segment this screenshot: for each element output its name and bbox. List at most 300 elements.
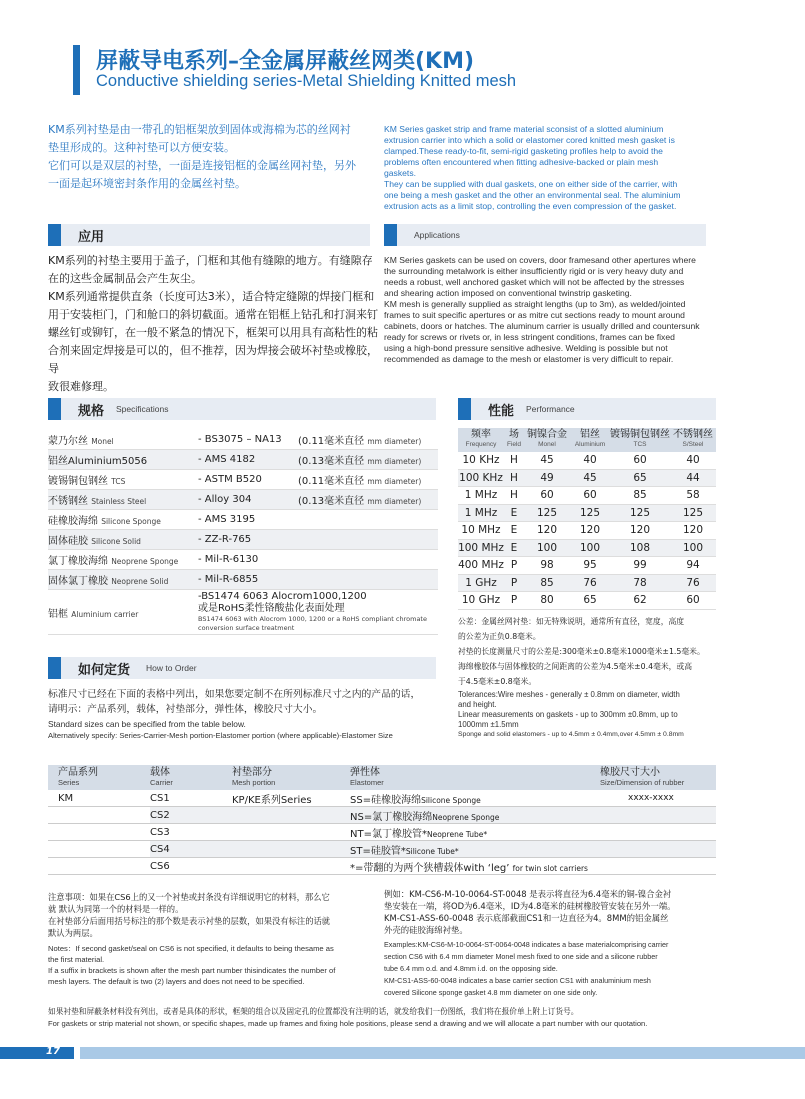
cell: 40 [570, 452, 610, 469]
table-row [458, 469, 716, 487]
col-header-en: Carrier [150, 778, 173, 787]
spec-standard: - BS3075 – NA13 [198, 430, 298, 450]
spec-standard: - Mil-R-6855 [198, 570, 298, 590]
spec-name-en: Stainless Steel [91, 497, 147, 506]
page-title: 屏蔽导电系列–全金属屏蔽丝网类(KM) [96, 49, 475, 74]
col-header [350, 765, 600, 790]
cell-mesh: KP/KE系列Series [232, 790, 350, 807]
col-header [232, 765, 350, 790]
text-line: 在的这些金属制品会产生灰尘。 [48, 272, 202, 285]
elastomer-cn: NT=氯丁橡胶管* [350, 828, 427, 840]
cell-series [48, 807, 150, 824]
cell-size [600, 824, 716, 841]
spec-name-en: Aluminium carrier [71, 609, 139, 619]
spec-diameter-en: mm diameter) [367, 497, 422, 506]
cell: 99 [610, 557, 670, 575]
cell: 100 KHz [458, 469, 504, 487]
text-line: 例如：KM-CS6-M-10-0064-ST-0048 是表示将直径为6.4毫米的铜-镍合金衬 [384, 889, 672, 899]
text-line: tube 6.4 mm o.d. and 4.8mm i.d. on the opposing side. [384, 964, 558, 973]
col-header-cn: 载体 [150, 767, 170, 778]
table-row [48, 858, 716, 875]
spec-diameter-en: mm diameter) [367, 457, 422, 466]
cell-series [48, 824, 150, 841]
cell: 65 [610, 469, 670, 487]
text-line: extrusion carrier into which a solid or elastomer cored knitted mesh gasket is [384, 135, 675, 145]
text-line: mesh layers. The default is two (2) layers and does not need to be specified. [48, 977, 305, 986]
notes-en [48, 943, 378, 987]
cell: 44 [670, 469, 716, 487]
cell: P [504, 557, 524, 575]
text-line: 就 默认为同第一个的材料是一样的。 [48, 904, 184, 914]
text-line: If a suffix in brackets is shown after the mesh part number thisindicates the number of [48, 966, 336, 975]
footer-bar [80, 1047, 805, 1059]
cell: 108 [610, 539, 670, 557]
spec-name [48, 470, 198, 490]
text-line: -BS1474 6063 Alocrom1000,1200 [198, 591, 367, 602]
notes-cn [48, 891, 376, 939]
table-row [48, 807, 716, 824]
cell: H [504, 469, 524, 487]
text-line: extrusion acts as a limit stop, controlling the even compression of the gasket. [384, 201, 677, 211]
table-row [48, 841, 716, 858]
cell-series [48, 858, 150, 875]
spec-diameter-cn: (0.11毫米直径 [298, 436, 365, 447]
cell-size [600, 841, 716, 858]
spec-diameter-en: mm diameter) [367, 437, 422, 446]
text-line: 垫里形成的。这种衬垫可以方便安装。 [48, 141, 235, 154]
table-row [48, 790, 716, 807]
cell-elastomer [350, 807, 600, 824]
elastomer-en: Neoprene Sponge [432, 812, 500, 822]
col-header-en: Size/Dimension of rubber [600, 778, 685, 787]
examples-en [384, 939, 719, 999]
text-line: Linear measurements on gaskets - up to 300mm ±0.8mm, up to [458, 710, 678, 719]
col-header [458, 428, 504, 452]
cell: 1 MHz [458, 487, 504, 505]
cell-carrier: CS1 [150, 790, 232, 807]
cell: H [504, 452, 524, 469]
cell-elastomer [350, 790, 600, 807]
elastomer-cn: *=带翻的为两个狭槽载体with ‘leg’ [350, 862, 510, 874]
col-header [504, 428, 524, 452]
col-header [610, 428, 670, 452]
spec-name [48, 530, 198, 550]
col-header-cn: 场 [509, 429, 519, 440]
table-row [48, 450, 438, 470]
table-row [48, 510, 438, 530]
cell: 45 [524, 452, 570, 469]
spec-diameter [298, 550, 438, 570]
cell: 120 [524, 522, 570, 540]
cell: 100 [524, 539, 570, 557]
text-line: 或是RoHS柔性铬酸盐化表面处理 [198, 603, 345, 614]
text-line: 用于安装柜门，门和舱口的斜切截面。通常在铝框上钻孔和打洞来钉 [48, 308, 378, 321]
cell: 95 [570, 557, 610, 575]
text-line: 注意事项：如果在CS6上的又一个衬垫或封条没有详细说明它的材料，那么它 [48, 892, 330, 902]
col-header [670, 428, 716, 452]
text-line: KM系列衬垫是由一带孔的铝框架放到固体或海棉为芯的丝网衬 [48, 123, 351, 136]
spec-name [48, 430, 198, 450]
section-title-en: How to Order [146, 663, 197, 673]
spec-name-cn: 蒙乃尔丝 [48, 436, 88, 447]
spec-diameter [298, 510, 438, 530]
section-header-applications [48, 224, 370, 246]
specs-table [48, 430, 438, 635]
spec-name-en: Silicone Sponge [101, 517, 161, 526]
col-header-en: Field [506, 441, 522, 448]
section-header-howto [48, 657, 436, 679]
order-table [48, 765, 716, 875]
text-line: gaskets. [384, 168, 417, 178]
spec-name-cn: 固体氯丁橡胶 [48, 576, 108, 587]
text-line: 在衬垫部分后面用括号标注的那个数是表示衬垫的层数，如果没有标注的话就 [48, 916, 331, 926]
text-line: KM Series gaskets can be used on covers, door framesand other apertures where [384, 255, 696, 265]
text-line: KM-CS1-ASS-60-0048 indicates a base carrier section CS1 with analuminium mesh [384, 976, 651, 985]
table-row [458, 574, 716, 592]
table-row [48, 530, 438, 550]
cell-carrier: CS3 [150, 824, 232, 841]
text-line: 合剂来固定焊接是可以的，但不推荐，因为焊接会破坏衬垫或橡胶，导 [48, 344, 378, 375]
text-line: one being a mesh gasket and the other an environmental seal. The aluminium [384, 190, 681, 200]
col-header-en: Monel [538, 441, 556, 448]
spec-standard: - Alloy 304 [198, 490, 298, 510]
section-title: 规格 [78, 404, 105, 419]
table-row [48, 430, 438, 450]
cell: 400 MHz [458, 557, 504, 575]
col-header-cn: 铝丝 [580, 429, 600, 440]
text-line: and shearing action imposed on conventional twinstrip gasketing. [384, 288, 632, 298]
text-line: Sponge and solid elastomers - up to 4.5mm ± 0.4mm,over 4.5mm ± 0.8mm [458, 731, 684, 738]
table-row [48, 570, 438, 590]
elastomer-cn: ST=硅胶管* [350, 845, 406, 857]
spec-diameter-en: mm diameter) [367, 477, 422, 486]
text-line: 1000mm ±1.5mm [458, 720, 519, 729]
cell: 125 [670, 504, 716, 522]
spec-name-en: Neoprene Solid [111, 577, 169, 586]
section-title-en: Performance [526, 404, 575, 414]
cell: 10 KHz [458, 452, 504, 469]
spec-diameter [298, 450, 438, 470]
spec-name-en: Silicone Solid [91, 537, 141, 546]
section-title: 应用 [78, 230, 105, 245]
cell: 60 [670, 592, 716, 610]
text-line: conversion surface treatment [198, 624, 295, 632]
section-marker [458, 398, 471, 420]
col-header-en: Mesh portion [232, 778, 276, 787]
text-line: They can be supplied with dual gaskets, one on either side of the carrier, with [384, 179, 678, 189]
col-header [570, 428, 610, 452]
spec-name-cn: 铝框 [48, 608, 68, 620]
table-row [48, 550, 438, 570]
elastomer-cn: NS=氯丁橡胶海绵 [350, 811, 433, 823]
spec-diameter [298, 430, 438, 450]
bottom-note-cn: 如果衬垫和屏蔽条材料没有列出，或者是具体的形状，框架的组合以及固定孔的位置都没有注明的话，就发给我们一份图纸，我们将在报价单上附上订货号。 [48, 1007, 579, 1016]
col-header-cn: 橡胶尺寸大小 [600, 767, 660, 778]
text-line: 默认为两层。 [48, 928, 98, 938]
text-line: ready for screws or rivets or, in less stringent conditions, frames can be fixed [384, 332, 675, 342]
cell: 94 [670, 557, 716, 575]
section-title: 性能 [488, 404, 515, 419]
elastomer-en: for twin slot carriers [512, 863, 588, 873]
spec-name-en: Neoprene Sponge [111, 557, 179, 566]
text-line: KM系列通常提供直条（长度可达3米），适合特定缝隙的焊接门框和 [48, 290, 375, 303]
table-row [458, 539, 716, 557]
cell: 58 [670, 487, 716, 505]
cell: P [504, 592, 524, 610]
cell-size [600, 858, 716, 875]
cell-elastomer [350, 841, 600, 858]
text-line: KM系列的衬垫主要用于盖子，门框和其他有缝隙的地方。有缝隙存 [48, 254, 373, 267]
cell: 1 GHz [458, 574, 504, 592]
spec-standard: - Mil-R-6130 [198, 550, 298, 570]
cell: 45 [570, 469, 610, 487]
col-header [150, 765, 232, 790]
text-line: needs a robust, well anchored gasket which will not be affected by the stresses [384, 277, 685, 287]
text-line: 它们可以是双层的衬垫，一面是连接铝框的金属丝网衬垫，另外 [48, 159, 356, 172]
cell: E [504, 539, 524, 557]
text-line: BS1474 6063 with Alocrom 1000, 1200 or a RoHS compliant chromate [198, 615, 427, 623]
cell-carrier: CS2 [150, 807, 232, 824]
section-header-specs [48, 398, 436, 420]
page-subtitle: Conductive shielding series-Metal Shielding Knitted mesh [96, 72, 517, 90]
page-number: 17 [46, 1046, 60, 1057]
cell: 120 [610, 522, 670, 540]
cell: 125 [610, 504, 670, 522]
col-header-cn: 弹性体 [350, 767, 380, 778]
col-header [600, 765, 716, 790]
cell: 65 [570, 592, 610, 610]
col-header-en: Aluminium [574, 441, 606, 448]
spec-frame-detail [198, 590, 438, 635]
applications-cn [48, 252, 378, 396]
text-line: 外壳的硅胶海绵衬垫。 [384, 925, 468, 935]
table-header-row [48, 765, 716, 790]
cell: 10 GHz [458, 592, 504, 610]
cell: 125 [570, 504, 610, 522]
cell: 120 [570, 522, 610, 540]
section-title-en: Applications [414, 230, 460, 240]
text-line: 的公差为正负0.8毫米。 [458, 632, 541, 641]
spec-name-en: TCS [111, 477, 126, 486]
col-header-cn: 产品系列 [58, 767, 98, 778]
cell-elastomer [350, 858, 600, 875]
col-header-en: Frequency [465, 441, 497, 448]
cell: 80 [524, 592, 570, 610]
section-title: 如何定货 [78, 663, 131, 678]
col-header-cn: 频率 [471, 429, 491, 440]
cell: 62 [610, 592, 670, 610]
elastomer-en: Neoprene Tube* [426, 829, 488, 839]
table-row [458, 522, 716, 540]
spec-diameter-cn: (0.13毫米直径 [298, 456, 365, 467]
cell: 78 [610, 574, 670, 592]
spec-diameter-cn: (0.11毫米直径 [298, 476, 365, 487]
text-line: KM mesh is generally supplied as straight lengths (up to 3m), as welded/jointed [384, 299, 686, 309]
text-line: cabinets, doors or hatches. The aluminum carrier is usually drilled and countersunk [384, 321, 700, 331]
cell: 76 [670, 574, 716, 592]
text-line: 垫安装在一端，将OD为6.4毫米，ID为4.8毫米的硅树橡胶管安装在另外一端。 [384, 901, 676, 911]
section-marker [48, 657, 61, 679]
cell-carrier: CS6 [150, 858, 232, 875]
spec-name [48, 490, 198, 510]
section-header-performance [458, 398, 716, 420]
spec-diameter [298, 570, 438, 590]
cell-mesh [232, 858, 350, 875]
col-header-en: TCS [633, 441, 647, 448]
cell: 100 MHz [458, 539, 504, 557]
howto-en [48, 719, 448, 741]
table-row [48, 590, 438, 635]
cell: H [504, 487, 524, 505]
section-header-applications-en [384, 224, 706, 246]
table-row [48, 470, 438, 490]
spec-standard: - ASTM B520 [198, 470, 298, 490]
spec-name [48, 450, 198, 470]
cell: 85 [610, 487, 670, 505]
col-header-en: S/Steel [682, 441, 704, 448]
text-line: section CS6 with 6.4 mm diameter Monel mesh fixed to one side and a silicone rubber [384, 952, 658, 961]
text-line: 公差：金属丝网衬垫：如无特殊说明，通常所有直径，宽度，高度 [458, 617, 685, 626]
page-number-box [0, 1047, 74, 1059]
howto-cn [48, 687, 448, 717]
spec-standard: - AMS 3195 [198, 510, 298, 530]
cell: 100 [670, 539, 716, 557]
spec-name-cn: 铝丝 [48, 456, 68, 467]
spec-diameter [298, 530, 438, 550]
spec-diameter-cn: (0.13毫米直径 [298, 496, 365, 507]
text-line: Examples:KM-CS6-M-10-0064-ST-0064-0048 indicates a base materialcomprising carrier [384, 940, 669, 949]
text-line: Alternatively specify: Series-Carrier-Mesh portion-Elastomer portion (where applicable)-Elastomer Size [48, 731, 393, 740]
section-marker [384, 224, 397, 246]
cell-elastomer [350, 824, 600, 841]
text-line: recommended as damage to the mesh or elastomer is very difficult to repair. [384, 354, 674, 364]
spec-name-cn: 氯丁橡胶海绵 [48, 556, 108, 567]
text-line: the surrounding metalwork is either insufficiently rigid or is very heavy duty and [384, 266, 684, 276]
text-line: using a high-bond pressure sensitive adhesive. Welding is possible but not [384, 343, 668, 353]
col-header-cn: 不锈钢丝 [673, 429, 713, 440]
col-header [48, 765, 150, 790]
cell: 98 [524, 557, 570, 575]
cell-series: KM [48, 790, 150, 807]
text-line: covered Silicone sponge gasket 4.8 mm diameter on one side only. [384, 988, 598, 997]
cell: 76 [570, 574, 610, 592]
spec-name-cn: 硅橡胶海绵 [48, 516, 98, 527]
cell-size [600, 807, 716, 824]
cell-series [48, 841, 150, 858]
applications-en [384, 255, 714, 365]
spec-name-cn: 不锈钢丝 [48, 496, 88, 507]
elastomer-cn: SS=硅橡胶海绵 [350, 794, 422, 806]
text-line: 海绵橡胶体与固体橡胶的之间距离的公差为4.5毫米±0.4毫米，或高 [458, 662, 693, 671]
table-row [458, 452, 716, 469]
spec-diameter [298, 470, 438, 490]
text-line: 螺丝钉或铆钉，在一般不紧急的情况下，框架可以用具有高粘性的粘 [48, 326, 378, 339]
text-line: frames to suit specific apertures or as mitre cut sections ready to mount around [384, 310, 685, 320]
table-row [458, 557, 716, 575]
cell: 120 [670, 522, 716, 540]
cell: 85 [524, 574, 570, 592]
text-line: 于4.5毫米±0.8毫米。 [458, 677, 537, 686]
col-header-cn: 铜镍合金 [527, 429, 567, 440]
section-title-en: Specifications [116, 404, 169, 414]
table-header-row [458, 428, 716, 452]
cell: 60 [610, 452, 670, 469]
bottom-note-en: For gaskets or strip material not shown, or specific shapes, made up frames and fixing hole positions, please send a drawing and we will allocate a part number with our quotation. [48, 1019, 648, 1028]
spec-name [48, 570, 198, 590]
title-accent-bar [73, 45, 80, 95]
text-line: and height. [458, 700, 497, 709]
text-line: Notes：If second gasket/seal on CS6 is not specified, it defaults to being thesame as [48, 944, 334, 953]
text-line: KM-CS1-ASS-60-0048 表示底部截面CS1和一边直径为4。8MM的铝金属丝 [384, 913, 669, 923]
text-line: 衬垫的长度测量尺寸的公差是:300毫米±0.8毫米1000毫米±1.5毫米。 [458, 647, 705, 656]
cell: E [504, 504, 524, 522]
performance-table [458, 428, 716, 610]
cell-mesh [232, 807, 350, 824]
cell: 49 [524, 469, 570, 487]
spec-name-cn: 镀锡铜包钢丝 [48, 476, 108, 487]
spec-name-en: Aluminium5056 [68, 456, 148, 467]
spec-standard: - ZZ-R-765 [198, 530, 298, 550]
text-line: problems often encountered when fitting adhesive-backed or plain mesh [384, 157, 659, 167]
text-line: clamped.These ready-to-fit, semi-rigid gasketing profiles help to avoid the [384, 146, 663, 156]
table-row [458, 504, 716, 522]
cell: P [504, 574, 524, 592]
cell: 60 [570, 487, 610, 505]
table-row [48, 824, 716, 841]
table-row [458, 592, 716, 610]
table-row [48, 490, 438, 510]
text-line: 致很难修理。 [48, 380, 114, 393]
col-header-cn: 衬垫部分 [232, 767, 272, 778]
tolerances-en [458, 690, 723, 740]
spec-name-cn: 固体硅胶 [48, 536, 88, 547]
text-line: KM Series gasket strip and frame material sconsist of a slotted aluminium [384, 124, 664, 134]
section-marker [48, 398, 61, 420]
cell: 10 MHz [458, 522, 504, 540]
cell-size: xxxx-xxxx [600, 790, 716, 807]
elastomer-en: Silicone Tube* [405, 846, 459, 856]
col-header-cn: 镀锡铜包钢丝 [610, 429, 670, 440]
col-header-en: Series [58, 778, 80, 787]
intro-en [384, 124, 714, 212]
spec-standard: - AMS 4182 [198, 450, 298, 470]
spec-name [48, 510, 198, 530]
cell: 60 [524, 487, 570, 505]
spec-diameter [298, 490, 438, 510]
section-marker [48, 224, 61, 246]
examples-cn [384, 888, 719, 936]
spec-name-en: Monel [91, 437, 114, 446]
spec-name [48, 550, 198, 570]
col-header-en: Elastomer [350, 778, 384, 787]
cell: 40 [670, 452, 716, 469]
cell-mesh [232, 824, 350, 841]
tolerances-cn [458, 614, 718, 689]
text-line: Standard sizes can be specified from the table below. [48, 719, 246, 729]
cell: E [504, 522, 524, 540]
cell: 100 [570, 539, 610, 557]
text-line: Tolerances:Wire meshes - generally ± 0.8mm on diameter, width [458, 690, 680, 699]
cell: 125 [524, 504, 570, 522]
text-line: 一面是起环境密封条作用的金属丝衬垫。 [48, 177, 246, 190]
col-header [524, 428, 570, 452]
elastomer-en: Silicone Sponge [421, 795, 481, 805]
cell-carrier: CS4 [150, 841, 232, 858]
text-line: the first material. [48, 955, 105, 964]
cell-mesh [232, 841, 350, 858]
text-line: 标准尺寸已经在下面的表格中列出，如果您要定制不在所列标准尺寸之内的产品的话， [48, 689, 421, 700]
intro-cn [48, 121, 378, 193]
